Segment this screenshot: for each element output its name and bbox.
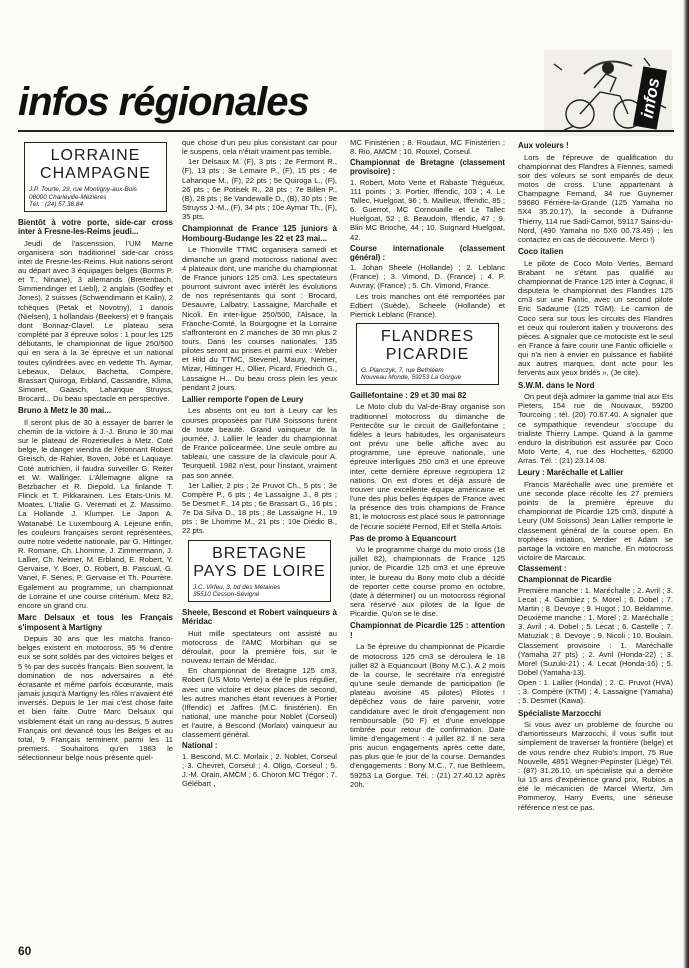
article-subheading: National : (182, 741, 218, 751)
column-1 (18, 138, 173, 763)
article-subheading: Course internationale (classement général) : (350, 243, 505, 262)
region-address: Nouveau Monde, 59253 La Gorgue (361, 374, 462, 382)
page-number: 60 (18, 944, 32, 958)
article-heading: Leury : Maréchalle et Lallier (518, 468, 624, 478)
article-heading: S.W.M. dans le Nord (518, 380, 595, 390)
page-edge-shadow (683, 0, 689, 968)
article-heading: Aux voleurs ! (518, 141, 569, 150)
results-paragraph: 1. Robert, Moto Verte et Rabaste Tréguéux, 111 points ; 3. Portier, Iffendic, 103 ; 4. Le Tallec, Huelgoat, 96 ; 5. Mailleux, Iffendic, 85 ; 6. Guerrot, MC Cornouaille et Le Tallec Huelgoat, 52 ; 8. Beaudoin, Iffendic, 47 ; 9. Blin MC Brioche, 44 ; 10. Suignard Huelgoat, 42. (350, 177, 505, 242)
page-title: infos régionales (18, 80, 309, 124)
results-paragraph: Open : 1. Lallier (Honda) ; 2. C. Pruvot (HVA) ; 3. Compère (KTM) ; 4. Lassaigne (Yamaha) ; 5. Desmet (Kawa). (518, 678, 673, 706)
article-paragraph: Vu le programme chargé du moto cross (18 juillet 82), championnats de France 125 junior, de Picardie 125 cm3 et une épreuve inter, le bureau du Bony moto club a décidé de reporter cette course promo en octobre, (date à déterminer) ou un motocross régional sera réservé aux pilotes de la ligue de Picardie. Qu'on se le dise. (350, 545, 505, 619)
results-paragraph: 1. Johan Sheele (Hollande) ; 2. Leblanc (France) ; 3. Vimond, D. (France) ; 4. P. Auvray, (France) ; 5. Ch. Vimond, France. (350, 263, 505, 291)
article-heading: Pas de promo à Equancourt (350, 533, 457, 543)
results-paragraph: 1. Bescond, M.C. Morlaix ; 2. Noblet, Corseul ; 3. Chevret, Corseul ; 4. Oligo, Corseul ; 5. J.-M. Orain, AMCM ; 6. Choron MC Trégor ; 7. Gélébart , (182, 751, 337, 789)
region-name: FLANDRES (380, 327, 475, 345)
region-name: PAYS DE LOIRE (193, 562, 326, 580)
region-name: LORRAINE (50, 147, 141, 164)
results-paragraph: 1er Delsaux M. (F), 3 pts ; 2e Fermont R., (F), 13 pts ; 3e Lemaire P., (F), 15 pts ; 4e Lahanque M., (F), 22 pts ; 5e Quiroga L., (F), 26 pts ; 6e Potisek R., 28 pts ; 7e Billen P., (B), 28 pts ; 8e Vandewalle D., (B), 30 pts ; 9e Struyss J.-M., (F), 34 pts ; 10e Aymar Th., (F), 35 pts. (182, 157, 337, 222)
region-name: PICARDIE (385, 345, 470, 363)
article-heading: Gaillefontaine : 29 et 30 mai 82 (350, 390, 467, 400)
article-paragraph: que chose d'un peu plus consistant car pour le suspens, cela n'était vraiment pas terrible. (182, 138, 337, 157)
region-address: 35510 Cesson-Sévigné (193, 591, 260, 599)
column-2 (182, 138, 337, 789)
region-name: BRETAGNE (212, 544, 307, 562)
region-phone: Tél. : (24) 57.38.84 (29, 201, 83, 208)
article-paragraph: La 5e épreuve du championnat de Picardie de motocross 125 cm3 se déroulera le 18 juillet 82 à Equancourt (Bony M.C.). A 2 mois de la course, le secrétaire n'a enregistré qu'une seule demande de participation (le plateau avoisine 45 pilotes) Pilotes ! dépêchez vous de faire parvenir, votre candidature avec le droit d'engagement non remboursable (50 F) et d'une enveloppe timbrée pour retour de confirmation. Date limite d'engagement : 4 juillet 82. Il ne sera pris aucun engagements après cette date, pas plus que le jour de la course. Demandes d'engagements : Bony M.C., 7, rue Bethleem, 59253 La Gorgue. Tél. : (21) 27.40.12 après 20h. (350, 642, 505, 789)
region-box-lorraine (24, 142, 167, 212)
article-paragraph: Depuis 30 ans que les matchs franco-belges existent en motocross, 95 % d'entre eux se sont soldés par des victoires belges et 5 % par des succès français. Bien souvent, la domination de nos adversaires a été écrasante et même parfois écœurante, mais jamais jusqu'à Martigny les rôles n'avaient été inversés. Depuis le 1er mai c'est chose faite et bien faite. Outre Marc Delsaux qui visiblement était un rang au-dessus, 5 autres Français ont devancé tous les Belges et au total, 9 Français terminent parmi les 11 premiers. Souhaitons qu'en 1983 le sélectionneur belge nous présente quel- (18, 634, 173, 763)
region-address: J.C. Virfeu, 3, bd des Métairies (193, 583, 281, 591)
article-paragraph: Lors de l'épreuve de qualification du championnat des Flandres à Fiennes, samedi soir des voleurs se sont emparés de deux motos de cross. L'une appartenant à Champagne Fernand, 34 rue Guynemer 59680 Férrière-la-Grande (125 Yamaha no 5X4 35.20.17), la seconde à Dufranne Thierry, 114 rue Sadi-Carnot, 59117 Sains-du-Nord, (490 Yamaha no 5X6 00.73.49) ; les contactez en cas de découverte. Merci !) (518, 152, 673, 244)
article-paragraph: Le Thionville TTMC organisera samedi et dimanche un grand motocross national avec 4 plateaux dont, une manche du championnat de France juniors 125 cm3. Les spectateurs pourront suivront avec intérêt les évolutions de nos représentants qui sont : Brocard, Desauvre, Lalbatry, Lassaigne, Marchalle et Nicoli. En inter-ligue 250/500, l'Alsace, la Franche-Comté, la Bourgogne et la Lorraine s'affronteront en 2 manches de 30 mn plus 2 tours. Dans les courses nationales, 135 pilotes seront au prises et parmi eux : Weber et Hild du TTMC, Stevenel, Maury, Neimer, Mizar, Hittinger H., Ollier, Picard, Friedrich G., Lassaigne H... Du beau cross plein les yeux pendant 2 jours. (182, 245, 337, 392)
results-paragraph: Première manche : 1. Maréchalle ; 2. Avril ; 3. Lecat ; 4. Gambiez ; 5. Morel ; 6. Dobel ; 7. Martin ; 8. Devoye ; 9. Hugot ; 10. Beldamme. Deuxième manche : 1. Morel ; 2. Maréchalle ; 3. Avril ; 4. Dobel ; 5. Lecat ; 6. Castelle ; 7. Matuziak ; 8. Devoye ; 9. Nicoli ; 10. Boulain. Classement provisoire : 1. Maréchalle (Yamaha 27 pts) ; 2. Avril (Honda-22) ; 3. Morel (Suzuki-21) ; 4. Lecat (Honda-16) ; 5. Dobel (Yamaha-13). (518, 585, 673, 677)
article-heading: Lallier remporte l'open de Leury (182, 394, 304, 404)
region-box-bretagne (188, 540, 331, 602)
article-paragraph: Si vous avez un problème de fourche ou d'amortisseurs Marzocchi, il vous suffit tout simplement de traverser la frontière (belge) et de vous rendre chez Rubio's Import, 75 Rue Nouvelle, 4851 Wegner-Pepinster (Liège) Tél. : (87) 31.26.10. un spécialiste qui a derrière lui 15 ans d'expérience grand prix, Rubios a été le mécanicien de Marcel Wiertz, Jim Pommeroy, Harry Everts, une sérieuse référence n'est ce pas. (518, 720, 673, 812)
article-heading: Championnat de France 125 juniors à Hombourg-Budange les 22 et 23 mai... (182, 224, 337, 243)
article-paragraph: On peut déjà admirer la gamme trial aux Ets Pieters, 154 rue de Nouvaux, 59200 Tourcoing ; tél. (20) 70.67.40. A signaler que ce sympathique revendeur s'occupe du trialiste Thierry Lampe. Quand à la gamme enduro la distribution est assurée par Coco Moto Verte, 4, rue des Hochettes, 62000 Arras. Tél. : (21) 23.14.08. (518, 392, 673, 466)
article-heading: Sheele, Bescond et Robert vainqueurs à Méridac (182, 607, 337, 627)
header-rule (18, 130, 674, 132)
article-heading: Coco italien (518, 247, 564, 257)
region-address: 08000 Charleville-Mézières (29, 193, 107, 201)
region-name: CHAMPAGNE (40, 165, 151, 182)
article-paragraph: Il seront plus de 30 à essayer de barrer le chemin de la victoire à J.-J. Bruno le 30 mai sur le plateau de Rozerieulles à Metz. Coté belge, le danger viendra de l'étonnant Robert Greisch, de Rahier, Boven, Jobé et Laquaye. Coté autrichien, il faudra surveiller G. Reiter et W. Wallinger. L'Allemagne aligne ra Betzbacher et R. Diepold. La finlande T. Flinck et T. Pikkarainen. Les Etats-Unis M. Moates. L'Italie G. Veremati et Z. Massimo. La Hollande J. Klumper. Le Japon A. Watanabé. Le Luxembourg A. Lejeune enfin, les couleurs françaises seront représentées, outre notre vedette nationale, par G. Hittinger, R. Romane, Ch. Lhomme, J. Zimmermann, J. Lallier, Ch. Neimer, M. Erbland, E. Robert, Y. Gervaise, Y. Boer, O. Robert, B. Pascual, G. Vanet, F. Sénes, P. Gervaise et Th. Pourrère. Egalement au programme, un championnat de Lorraine et une course critérium. Metz 82, encore un grand cru. (18, 417, 173, 610)
article-paragraph: Le Moto club du Val-de-Bray organise son traditionnel motocross du dimanche de Pentecôte sur le circuit de Gaillefontaine ; fidèles à leurs habitudes, les organisateurs ont prévu une belle affiche avec au programme, une épreuve nationale, une épreuve interligues 250 cm3 et une épreuve inter, cette dernière épreuve regroupera 12 nations. On est d'ores et déjà assuré de trouver une excellente équipe américaine et l'une des plus belles équipes de France avec la présence des trois champions de France 81, le motocross est placé sous le patronnage de l'écurie société Pernod, Elf et Stella Artois. (350, 402, 505, 531)
article-paragraph: Les absents ont eu tort à Leury car les courses proposées par l'UM Soissons furent de toute beauté. Grand vainqueur de la journée, J. Lallier le leader du championnat de France policearmée. Une seule ombre au tableau, une cassure de la clavicule pour A. Teurquetil. 1982 n'est, pour l'instant, vraiment pas son année. (182, 406, 337, 480)
article-heading: Marc Delsaux et tous les Français s'imposent à Martigny (18, 613, 173, 632)
article-paragraph: En championnat de Bretagne 125 cm3, Robert (US Moto Verte) a été le plus régulier, avec une victoire et deux places de second, les autres manches étant revenues à Portier (Iffendic) et Jaffres (M.C. finistérien). En national, une manche pour Noblet (Corseul) et l'autre, à Bescond (Morlaix) vainqueur au classement général. (182, 666, 337, 740)
column-4 (518, 138, 673, 813)
article-heading: Bientôt à votre porte, side-car cross inter à Fresne-les-Reims jeudi... (18, 217, 173, 236)
article-subheading: Classement : (518, 564, 567, 574)
region-address: J.P. Tourte, 29, rue Montigny-aux-Bois (29, 186, 137, 193)
article-paragraph: Huit mille spectateurs ont assisté au motocross de l'AMC Morbihan qui se déroulait, pour la première fois, sur le nouveau terrain de Méridac. (182, 628, 337, 666)
region-box-flandres (356, 323, 499, 385)
logo-text: infos (637, 76, 664, 120)
article-paragraph: Les trois manches ont été remportées par Edbert (Suède), Scheele (Hollande) et Pierrick Leblanc (France). (350, 291, 505, 319)
article-subheading: Championnat de Picardie (518, 575, 612, 585)
article-paragraph: Francis Maréchalle avec une première et une seconde place récolte les 27 premiers points de la première épreuve du championnat de Picardie 125 cm3, disputé à Leury (UM Soissons) Jean Lallier remporte le classement général de la course open. En trophées initiation, Verdier et Adam se partage la victoire en manche. En motocross victoire de Marcaux. (518, 479, 673, 563)
article-subheading: Championnat de Bretagne (classement provisoire) : (350, 158, 505, 177)
article-heading: Championnat de Picardie 125 : attention ! (350, 621, 505, 640)
results-paragraph: MC Finistérien ; 8. Roudaut, MC Finistérien ; 8. Rio, AMCM ; 10. Rouxel, Corseul. (350, 138, 505, 157)
article-paragraph: Le pilote de Coco Moto Vertes, Bernard Brabant ne s'étant pas qualifié au championnat de France 125 inter à Cognac, il disputera le championnat des Flandres 125 cm3 sur une Fantic, avec un second pilote Eric Sadaume (125 TGM). Le camion de Coco sera sur tous les circuits des Flandres et ceux qui rouleront italien y trouverons des pièces. A signaler que ce motociste est le seul en France à faire courir une Fantic officielle « qui n'a rien à envier en puissance et fiabilité aux autres marques, dont acte pour les fervents aux yeux bridés », (Je cite). (518, 258, 673, 378)
region-address: G. Planczyk, 7, rue Bethléem (361, 366, 444, 374)
article-paragraph: Jeudi de l'ascenssion, l'UM Marne organisera son traditionnel side-car cross inter de Fresne-les-Reims. Huit nations seront au départ avec 3 équipages belges (Borms P. et T., Ninane), 3 allemands (Breitenbach, Simmendinger et Liebl), 2 anglais (Godfey et Jones), 2 suisses (Schwendimann et Kalin), 2 tchèques (Petak et Novotny), 1 danois (Nielsen), 1 hollandais (Beekers) et 9 français dont Bonnaz-Clavel. Le plateau sera complété par 3 épreuve solos : 1 pour les 125 débutants, le championnat de ligue 250/500 qui en sera à la 3e épreuve et un national toutes cylindrées avec en vedette Th. Aymar, Lebeaux, Delaux, Bachetta, Compère, Brassart Quiroga, Erbland, Cassandre, Klima, Simonet, Gaasch, Lahanque Struyss, Brocard... Du beau spectacle en perspective. (18, 238, 173, 404)
motocross-illustration-logo (524, 44, 682, 144)
results-paragraph: 1er Lallier, 2 pts ; 2e Pruvot Ch., 5 pts ; 3e Compère P., 6 pts ; 4e Lassaigne J., 8 pts ; 5e Desmet F., 14 pts ; 6e Brassart G., 16 pts ; 7e Da Silva D., 18 pts ; 8e Lassaigne H., 19 pts ; 9e Lhomme M., 21 pts ; 10e Diédic B., 22 pts. (182, 480, 337, 536)
article-heading: Bruno à Metz le 30 mai... (18, 406, 111, 416)
article-heading: Spécialiste Marzocchi (518, 708, 602, 718)
column-3 (350, 138, 505, 790)
